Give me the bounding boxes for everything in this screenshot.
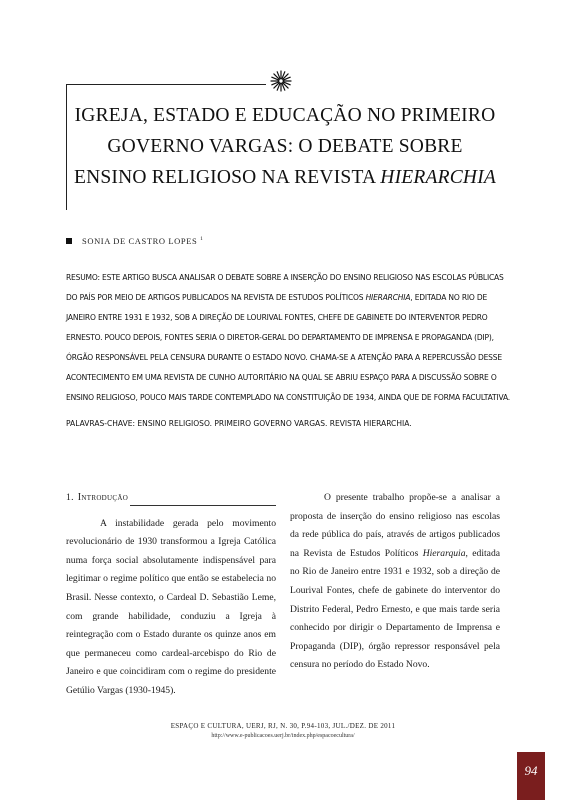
author-footnote-mark: 1 — [200, 236, 204, 243]
starburst-icon — [270, 70, 292, 92]
left-column — [66, 489, 276, 701]
body-right-text-2: , editada no Rio de Janeiro entre 1931 e 1932, sob a direção de Lourival Fontes, chefe de gabinete do interventor do Distrito Federal, Pedro Ernesto, e que mais tarde seria conhecido por dirigir o Departamento de Imprensa e Propaganda (DIP), órgão repressor responsável pela censura no período do Estado Novo. — [290, 547, 500, 671]
author-name: SONIA DE CASTRO LOPES — [82, 236, 198, 246]
page-number: 94 — [524, 763, 538, 778]
abstract — [66, 267, 517, 407]
footer-journal-citation: ESPAÇO E CULTURA, UERJ, RJ, N. 30, P.94-103, JUL./DEZ. DE 2011 — [170, 722, 396, 730]
title-journal-name: HIERARCHIA — [380, 167, 496, 188]
article-title — [70, 100, 500, 193]
title-frame-top-rule — [66, 84, 266, 85]
abstract-text-1: RESUMO: ESTE ARTIGO BUSCA ANALISAR O DEBATE SOBRE A INSERÇÃO DO ENSINO RELIGIOSO NAS ESCOLAS PÚBLICAS DO PAÍS POR MEIO DE ARTIGOS PUBLICADOS NA REVISTA DE ESTUDOS POLÍTICOS — [66, 272, 504, 302]
abstract-journal-name: HIERARCHIA — [365, 292, 411, 302]
section-label: Introdução — [77, 492, 129, 503]
square-bullet-icon — [66, 238, 72, 244]
abstract-text-2: , EDITADA NO RIO DE JANEIRO ENTRE 1931 E 1932, SOB A DIREÇÃO DE LOURIVAL FONTES, CHEFE DE GABINETE DO INTERVENTOR PEDRO ERNESTO. POUCO DEPOIS, FONTES SERIA O DIRETOR-GERAL DO DEPARTAMENTO DE IMPRENSA E PROPAGANDA (DIP), ÓRGÃO RESPONSÁVEL PELA CENSURA DURANTE O ESTADO NOVO. CHAMA-SE A ATENÇÃO PARA A REPERCUSSÃO DESSE ACONTECIMENTO EM UMA REVISTA DE CUNHO AUTORITÁRIO NA QUAL SE ABRIU ESPAÇO PARA A DISCUSSÃO SOBRE O ENSINO RELIGIOSO, POUCO MAIS TARDE CONTEMPLADO NA CONSTITUIÇÃO DE 1934, AINDA QUE DE FORMA FACULTATIVA. — [66, 292, 511, 402]
right-column — [290, 489, 500, 675]
title-frame-left-rule — [66, 84, 67, 210]
body-paragraph-left: A instabilidade gerada pelo movimento revolucionário de 1930 transformou a Igreja Católica numa força social absolutamente indispensável para legitimar o regime político que então se estabelecia no Brasil. Nesse contexto, o Cardeal D. Sebastião Leme, com grande habilidade, conduziu a Igreja à reintegração com o Estado durante os quinze anos em que permaneceu como cardeal-arcebispo do Rio de Janeiro e que coincidiram com o regime do presidente Getúlio Vargas (1930-1945). — [66, 517, 276, 696]
title-line-3 — [70, 162, 500, 193]
body-paragraph-right — [290, 489, 500, 675]
footer-url[interactable]: http://www.e-publicacoes.uerj.br/index.php/espacoecultura/ — [211, 733, 355, 739]
keywords: PALAVRAS-CHAVE: ENSINO RELIGIOSO. PRIMEIRO GOVERNO VARGAS. REVISTA HIERARCHIA. — [66, 418, 412, 428]
title-line-2: GOVERNO VARGAS: O DEBATE SOBRE — [107, 136, 463, 157]
title-line-1: IGREJA, ESTADO E EDUCAÇÃO NO PRIMEIRO — [74, 105, 496, 126]
body-right-text-1: O presente trabalho propõe-se a analisar a proposta de inserção do ensino religioso nas escolas da rede pública do país, através de artigos publicados na Revista de Estudos Políticos — [290, 492, 500, 559]
title-line-3-text: ENSINO RELIGIOSO NA REVISTA — [73, 167, 381, 188]
section-heading-rule — [130, 505, 276, 506]
section-heading — [66, 489, 276, 508]
section-number: 1. — [66, 492, 74, 503]
author-line — [66, 236, 203, 246]
body-right-journal-name: Hierarquia — [422, 547, 466, 559]
